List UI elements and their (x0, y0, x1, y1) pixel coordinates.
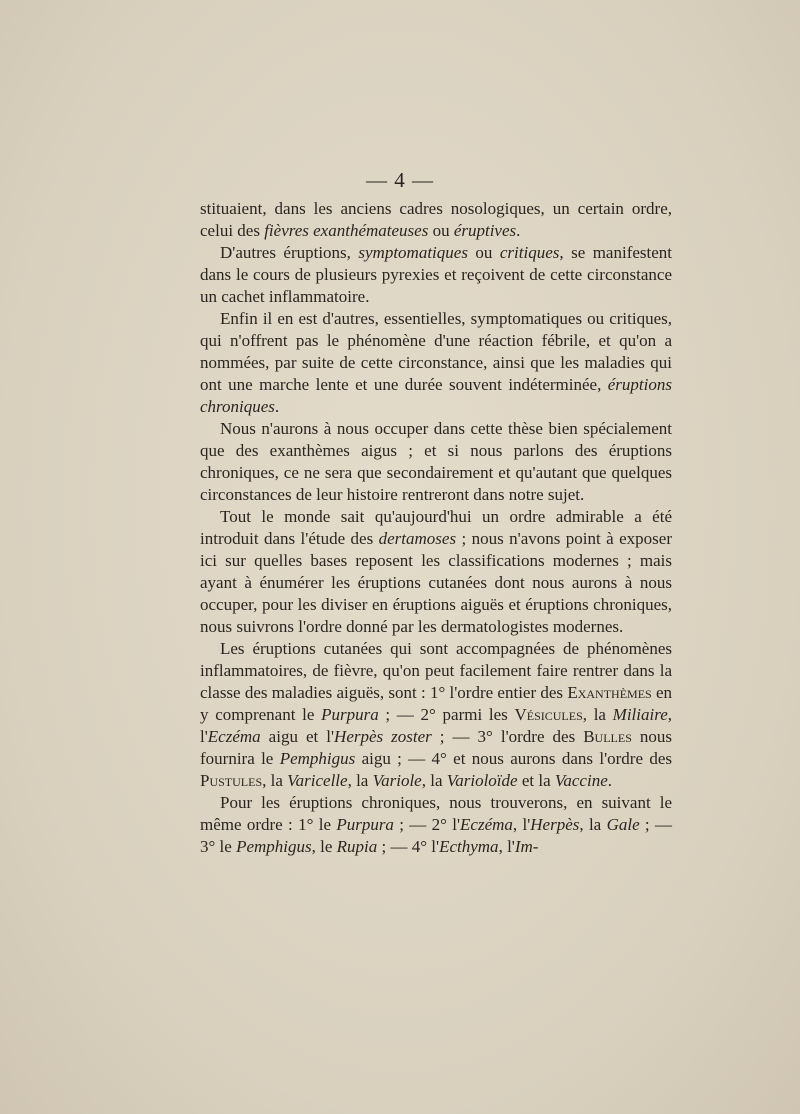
italic-term: Im- (514, 837, 539, 856)
italic-term: Purpura (321, 705, 379, 724)
text-run: Enfin il en est d'autres, essentielles, symptomatiques ou critiques, qui n'offrent pas le phénomène d'une réaction fébrile, et qu'on a nommées, par suite de cette circonstance, ainsi que les maladies qui ont une marche lente et une durée souvent indéterminée, (200, 309, 672, 394)
italic-term: symptomatiques (358, 243, 468, 262)
text-run: ; — 2° l' (393, 815, 461, 834)
italic-term: Herpès (530, 815, 580, 834)
paragraph-3 (200, 308, 672, 418)
text-run: Les éruptions cutanées qui sont accompagnées de phénomènes inflammatoires, de fièvre, qu'on peut facilement faire rentrer dans la classe des maladies aiguës, sont : 1° l'ordre entier des (200, 639, 672, 702)
italic-term: Pemphigus (279, 749, 356, 768)
text-run: ; — 3° le (200, 815, 672, 856)
paragraph-1 (200, 198, 672, 242)
italic-term: Gale (606, 815, 640, 834)
text-run: ou (428, 221, 454, 240)
paragraph-2 (200, 242, 672, 308)
paragraph-4 (200, 418, 672, 506)
italic-term: éruptions chroniques (200, 375, 672, 416)
italic-term: Purpura (336, 815, 394, 834)
text-run: , la (579, 815, 607, 834)
text-run: , l' (512, 815, 531, 834)
italic-term: Rupia (336, 837, 378, 856)
text-run: D'autres éruptions, (220, 243, 359, 262)
text-run: , la (347, 771, 373, 790)
text-run: ou (467, 243, 500, 262)
text-run: Nous n'aurons à nous occuper dans cette thèse bien spécialement que des exanthèmes aigus ; et si nous parlons des éruptions chroniques, ce ne sera que secondairement et qu'autant que quelques circonstances de leur histoire rentreront dans notre sujet. (200, 419, 672, 504)
text-run: aigu et l' (260, 727, 335, 746)
text-run: Pour les éruptions chroniques, nous trouverons, en suivant le même ordre : 1° le (200, 793, 672, 834)
italic-term: Varicelle (287, 771, 348, 790)
italic-term: dertamoses (378, 529, 457, 548)
small-caps-term: Pustules (200, 771, 263, 790)
text-run: , l' (498, 837, 515, 856)
italic-term: Herpès zoster (334, 727, 432, 746)
italic-term: Varioloïde (446, 771, 518, 790)
text-run: ; nous n'avons point à exposer ici sur quelles bases reposent les classifications modernes ; mais ayant à énumérer les éruptions cutanées dont nous aurons à nous occuper, pour les diviser en éruptions aiguës et éruptions chroniques, nous suivrons l'ordre donné par les dermatologistes modernes. (200, 529, 672, 636)
text-run: ; — 2° parmi les (378, 705, 515, 724)
paragraph-7 (200, 792, 672, 858)
text-run: , la (582, 705, 613, 724)
small-caps-term: Bulles (583, 727, 632, 746)
italic-term: Vaccine (554, 771, 608, 790)
paragraph-5 (200, 506, 672, 638)
italic-term: Miliaire (612, 705, 668, 724)
italic-term: Ecthyma (439, 837, 499, 856)
text-run: , la (262, 771, 288, 790)
text-run: . (607, 771, 612, 790)
small-caps-term: Vésicules (514, 705, 583, 724)
italic-term: Variole (372, 771, 422, 790)
page-number: — 4 — (366, 168, 434, 192)
small-caps-term: Exanthèmes (567, 683, 652, 702)
text-run: , se manifestent dans le cours de plusieurs pyrexies et reçoivent de cette circonstance un cachet inflammatoire. (200, 243, 673, 306)
text-run: , le (311, 837, 337, 856)
text-run: . (516, 221, 521, 240)
paragraph-6 (200, 638, 672, 792)
text-run: stituaient, dans les anciens cadres nosologiques, un certain ordre, celui des (200, 199, 672, 240)
text-run: ; — 4° l' (377, 837, 440, 856)
italic-term: critiques (499, 243, 560, 262)
text-run: nous fournira le (200, 727, 673, 768)
text-run: . (274, 397, 280, 416)
text-run: aigu ; — 4° et nous aurons dans l'ordre des (355, 749, 672, 768)
italic-term: éruptives (453, 221, 517, 240)
italic-term: fièvres exanthémateuses (264, 221, 429, 240)
italic-term: Pemphigus (236, 837, 312, 856)
text-run: Tout le monde sait qu'aujourd'hui un ordre admirable a été introduit dans l'étude des (200, 507, 672, 548)
italic-term: Eczéma (207, 727, 261, 746)
text-run: ; — 3° l'ordre des (431, 727, 584, 746)
text-run: en y comprenant le (200, 683, 673, 724)
body-text (200, 198, 672, 858)
italic-term: Eczéma (460, 815, 513, 834)
text-run: , l' (200, 705, 673, 746)
text-run: , la (421, 771, 447, 790)
text-run: et la (517, 771, 555, 790)
